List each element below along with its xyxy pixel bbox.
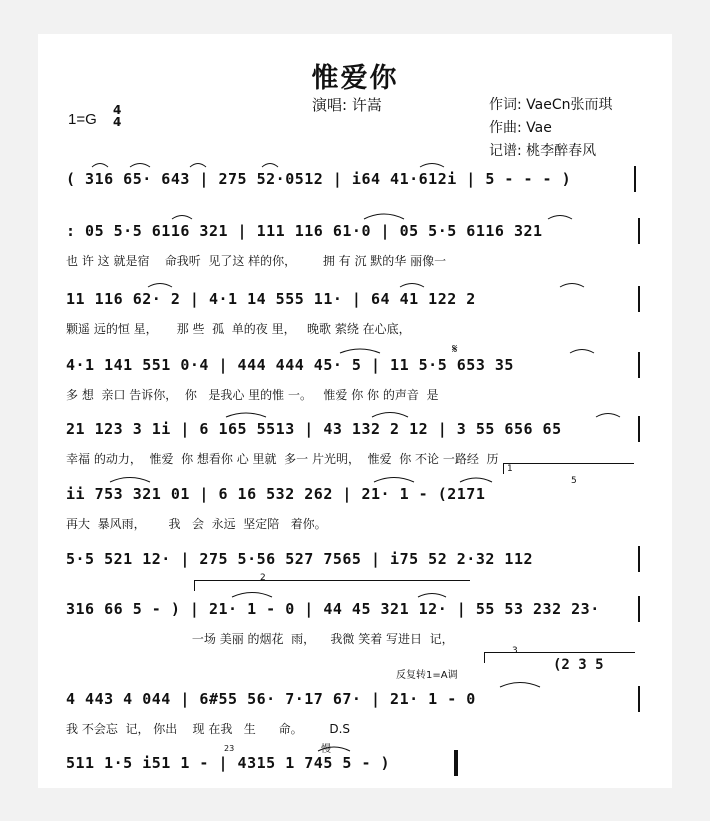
volta-bracket-2 <box>194 580 470 591</box>
barline <box>634 166 636 192</box>
lyric-line: 幸福 的动力， 惟爱 你 想看你 心 里就 多一 片光明， 惟爱 你 不论 一路经 历 <box>66 452 499 466</box>
meter-bottom: 4 <box>113 115 122 129</box>
notation-line: ( 316 65· 643 | 275 52·0512 | i64 41·612i | 5 - - - ) <box>66 170 572 188</box>
final-barline <box>454 750 458 776</box>
notation-line: 511 1·5 i51 1 - | 4315 1 745 5 - ) <box>66 754 391 772</box>
notation-line: 4·1 141 551 0·4 | 444 444 45· 5 | 11 5·5 653 35 <box>66 356 514 374</box>
key-signature: 1=G <box>68 111 97 128</box>
notation-line: ii 753 321 01 | 6 16 532 262 | 21· 1 - (2171 <box>66 485 486 503</box>
lyric-line: 也 许 这 就是宿 命我听 见了这 样的你， 拥 有 沉 默的华 丽像一 <box>66 254 447 268</box>
notation-line: 4 443 4 044 | 6#55 56· 7·17 67· | 21· 1 - 0 <box>66 690 476 708</box>
barline <box>638 686 640 712</box>
notation-line: 316 66 5 - ) | 21· 1 - 0 | 44 45 321 12· | 55 53 232 23· <box>66 600 600 618</box>
meter-top: 4 <box>113 103 122 117</box>
time-signature <box>113 104 121 128</box>
lyric-line: 我 不会忘 记， 你出 现 在我 生 命。 D.S <box>66 722 351 736</box>
singer-credit: 演唱: 许嵩 <box>312 96 382 114</box>
tempo-slow-mark: 慢 <box>321 744 331 755</box>
segno-mark: 𝄋 <box>452 342 458 357</box>
barline <box>638 352 640 378</box>
notation-line: 21 123 3 1i | 6 165 5513 | 43 132 2 12 | 3 55 656 65 <box>66 420 562 438</box>
repeat-key-change: 反复转1=A调 <box>396 670 458 681</box>
notation-line: 5·5 521 12· | 275 5·56 527 7565 | i75 52 2·32 112 <box>66 550 534 568</box>
lyric-line: 一场 美丽 的烟花 雨， 我微 笑着 写进日 记， <box>66 632 454 646</box>
song-title: 惟爱你 <box>311 63 399 94</box>
transcriber-credit: 记谱: 桃李醉春风 <box>489 143 597 159</box>
composer-credit: 作曲: Vae <box>489 120 552 136</box>
lyricist-credit: 作词: VaeCn张而琪 <box>489 97 613 113</box>
barline <box>638 546 640 572</box>
barline <box>638 416 640 442</box>
lyric-line: 多 想 亲口 告诉你， 你 是我心 里的惟 一。 惟爱 你 你 的声音 是 <box>66 388 439 402</box>
barline <box>638 218 640 244</box>
grace-note-5: 5 <box>571 476 577 486</box>
barline <box>638 596 640 622</box>
pickup-notes: (2 3 5 <box>553 657 604 673</box>
lyric-line: 颗遥 远的恒 星， 那 些 孤 单的夜 里， 晚歌 萦绕 在心底， <box>66 322 411 336</box>
grace-note-23: 23 <box>224 744 235 753</box>
lyric-line: 再大 暴风雨， 我 会 永远 坚定陪 着你。 <box>66 517 327 531</box>
volta-number-3: 3 <box>512 646 518 656</box>
notation-line: : 05 5·5 6116 321 | 111 116 61·0 | 05 5·5 6116 321 <box>66 222 543 240</box>
volta-number-1: 1 <box>507 464 513 474</box>
volta-bracket-1 <box>503 463 634 474</box>
barline <box>638 286 640 312</box>
notation-line: 11 116 62· 2 | 4·1 14 555 11· | 64 41 122 2 <box>66 290 476 308</box>
volta-number-2: 2 <box>260 573 266 583</box>
